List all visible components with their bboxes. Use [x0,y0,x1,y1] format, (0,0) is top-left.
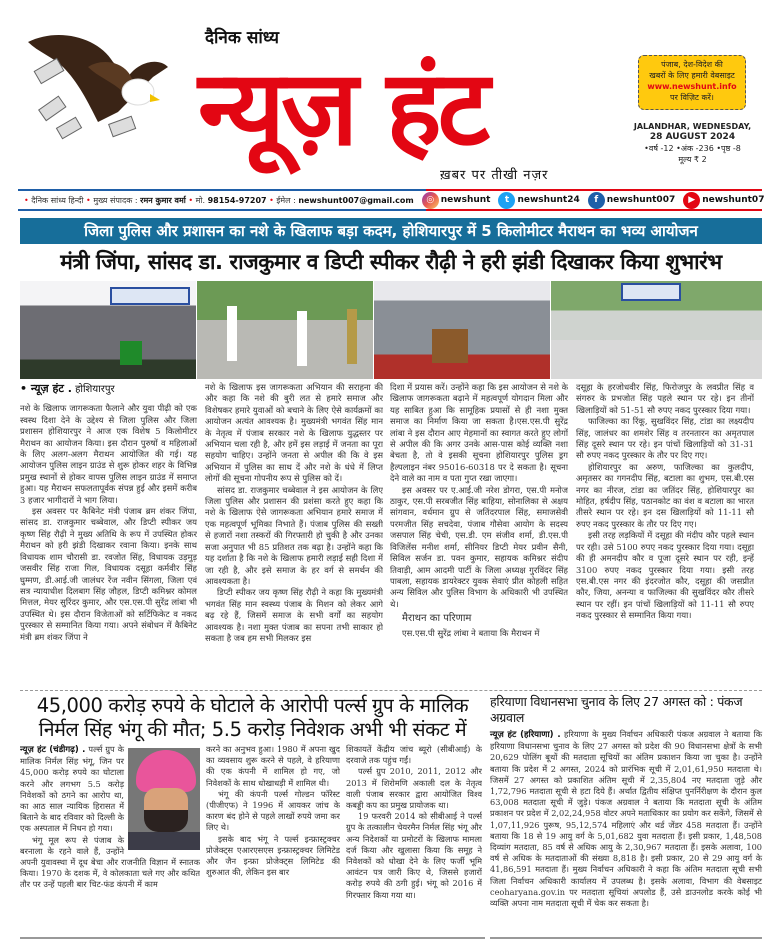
newspaper-title: न्यूज़ हंट [198,47,487,169]
pearls-column-1 [20,744,200,934]
byline-place: होशियारपुर [75,384,115,395]
pearls-headline [20,694,485,742]
instagram-handle: newshunt [440,195,491,205]
paragraph: पर्ल्स ग्रुप 2010, 2011, 2012 और 2013 में शिरोमणि अकाली दल के नेतृत्व वाली पंजाब सरकार द्वारा आयोजित विश्व कबड्डी कप का प्रमुख प्रायोजक था। [346,766,482,811]
paragraph: डिप्टी स्पीकर जय कृष्ण सिंह रौढ़ी ने कहा कि मुख्यमंत्री भगवंत सिंह मान स्वस्थ्य पंजाब के मिशन को लेकर आगे बढ़ रहे हैं, जिसमें समाज के सभी वर्गों का सहयोग आवश्यक है। नशा मुक्त पंजाब का सपना तभी साकार हो सकता है जब हम सभी मिलकर इस [205,587,383,643]
facebook-link[interactable] [588,192,676,209]
promo-line: खबरों के लिए हमारी वेबसाइट [649,71,735,80]
editor-label: मुख्य संपादक : [93,195,138,205]
paragraph: 19 फरवरी 2014 को सीबीआई ने पर्ल्स ग्रुप के तत्कालीन चेयरमैन निर्मल सिंह भंगू और अन्य निदेशकों या प्रमोटरों के खिलाफ मामला दर्ज किया और खुलासा किया कि समूह ने निवेशकों को धोखा देने के लिए फर्जी भूमि आवंटन पत्र जारी किए थे, जिससे हजारों करोड़ रुपये की ठगी हुई। भंगू को 2016 में गिरफ्तार किया गया था। [346,811,482,900]
eagle-logo [18,22,178,142]
paragraph: नशे के खिलाफ जागरूकता फैलाने और युवा पीढ़ी को एक स्वस्थ दिशा देने के उद्देश्य से जिला पुलिस और जिला प्रशासन होशियारपुर ने आज एक विशेष 5 किलोमीटर मैराथन का आयोजन किया। इस दौरान पुरुषों व महिलाओं के लिए अलग-अलग मैराथन आयोजित की गई। यह आयोजन पुलिस लाइन ग्राउंड से शुरू होकर शहर के विभिन्न प्रमुख स्थानों से होकर वापस पुलिस लाइन ग्राउंड में समाप्त हुआ। यह मैराथन सफलतापूर्वक संपन्न हुई और इसमें करीब 3 हजार भागीदारों ने भाग लिया। [20,403,197,505]
paragraph: दिशा में प्रयास करें। उन्होंने कहा कि इस आयोजन से नशे के खिलाफ जागरूकता बढ़ाने में महत्वपूर्ण योगदान मिला और यह साबित हुआ कि सामूहिक प्रयासों से ही नशा मुक्त समाज का निर्माण किया जा सकता है।एस.एस.पी सुरेंद्र लांबा ने इस दौरान आए मेहमानों का स्वागत करते हुए लोगों से अपील की कि अगर उनके आस-पास कोई व्यक्ति नशा बेचता है, तो वे इसकी सूचना होशियारपुर पुलिस ड्रग हैल्पलाइन नंबर 95016-60318 पर दे सकता है। सूचना देने वाले का नाम व पता गुप्त रखा जाएगा। [390,382,568,484]
paragraph: एस.एस.पी सुरेंद्र लांबा ने बताया कि मैराथन में [402,627,540,638]
place-day: JALANDHAR, WEDNESDAY, [633,122,752,131]
paragraph: इसी तरह लड़कियों में दसूहा की मंदीप कौर पहले स्थान पर रही। उसे 5100 रुपए नकद पुरस्कार दिया गया। दसूहा की ही अमनदीप कौर व पूजा दूसरे स्थान पर रही, इन्हें 3100 रुपए नकद पुरस्कार दिया गया। इसी तरह एस.बी.एस नगर की इंदरजोत कौर, दसूहा की जसप्रीत कौर, जिया, अनन्या व फाजिल्का की सुखविंदर कौर तीसरे स्थान पर रहीं। इन पांचों खिलाड़ियों को 11-11 सौ रुपए नकद पुरस्कार से सम्मानित किया गया। [576,530,754,621]
email[interactable]: newshunt007@gmail.com [298,195,414,205]
promo-line: पंजाब, देश-विदेश की [661,60,723,69]
facebook-handle: newshunt007 [606,195,676,205]
paragraph: भंगू मूल रूप से पंजाब के बरनाला के रहने वाले हैं, उन्होंने अपनी युवावस्था में दूध बेचा और राजनीति विज्ञान में स्नातक किया। 1970 के दशक में, वे कोलकाता चले गए और कथित तौर पर उन्हें पहली बार चिट-फंड कंपनी में काम [20,834,200,890]
website-promo-box [638,55,746,110]
tagline: ख़बर पर तीखी नज़र [440,168,549,183]
paragraph: भंगू की कंपनी पर्ल्स गोल्डन फॉरेस्ट (पीजीएफ) ने 1996 में आयकर जांच के कारण बंद होने से पहले लाखों रुपये जमा कर लिए थे। [206,788,340,833]
lead-headline: मंत्री जिंपा, सांसद डा. राजकुमार व डिप्टी स्पीकर रौढ़ी ने हरी झंडी दिखाकर किया शुभारंभ [60,250,722,274]
twitter-handle: newshunt24 [517,195,580,205]
lead-column-3 [390,382,568,688]
byline [20,383,197,395]
haryana-column [490,729,762,909]
date: 28 AUGUST 2024 [649,132,736,142]
paragraph: इस अवसर पर कैबिनेट मंत्री पंजाब ब्रम शंकर जिंपा, सांसद डा. राजकुमार चब्बेवाल, और डिप्टी स्पीकर जय कृष्ण सिंह रौढ़ी ने मुख्य अतिथि के रूप में उपस्थित होकर मैराथन को हरी झंडी दिखाकर रवाना किया। इनके साथ विधायक शाम चौरासी डा. रवजोत सिंह, विधायक उड़मुड़ जसवीर सिंह राजा गिल, विधायक दसूहा कर्मवीर सिंह घुम्मण, डी.आई.जी जालंधर रेंज नवीन सिंगला, जिला एवं सत्र न्यायाधीश दिलबाग सिंह जौहल, डिप्टी कमिश्नर कोमल मित्तल, मेयर सुरिंदर कुमार, और एस.एस.पी सुरेंद्र लांबा भी उपस्थित थे। इस दौरान विजेताओं को सर्टिफिकेट व नकद पुरस्कार से सम्मानित किया गया। अपने संबोधन में कैबिनेट मंत्री ब्रम शंकर जिंपा ने [20,506,197,642]
issue-info: •वर्ष -12 •अंक -236 •पृष्ठ -8 [644,144,741,153]
instagram-link[interactable] [422,192,491,209]
byline: न्यूज़ हंट (चंडीगढ़) . [20,745,86,755]
headline-line: 45,000 करोड़ रुपये के घोटाले के आरोपी पर्ल्स ग्रुप के मालिक [36,694,469,717]
photo-crowd [551,281,762,379]
phone: 98154-97207 [207,195,267,205]
facebook-icon: f [588,192,605,209]
haryana-story [490,694,762,909]
youtube-icon: ▶ [683,192,700,209]
paragraph: नशे के खिलाफ इस जागरूकता अभियान की सराहना की और कहा कि नशे की बुरी लत से हमारे समाज और विशेषकर हमारे युवाओं को बचाने के लिए ऐसे कार्यक्रमों का आयोजन अत्यंत आवश्यक है। मुख्यमंत्री भगवंत सिंह मान के नेतृत्व में पंजाब सरकार नशे के खिलाफ युद्धस्तर पर अभियान चला रही है, और हमें इस लड़ाई में जनता का पूरा सहयोग चाहिए। उन्होंने जनता से अपील की कि वे इस अभियान में पुलिस का साथ दें और नशे के धंधे में लिप्त लोगों की सूचना गोपनीय रूप से पुलिस को दें। [205,382,383,484]
email-label: ईमेल : [276,195,296,205]
paragraph: दसूहा के हरजोधवीर सिंह, फिरोजपुर के लवप्रीत सिंह व संगरुर के प्रभजोत सिंह पहले स्थान पर रहे। इन तीनों खिलाड़ियों को 51-51 सौ रुपए नकद पुरस्कार दिया गया। [576,382,754,415]
photo-flag-off [20,281,196,379]
lead-column-2 [205,382,383,688]
paragraph-text: हरियाणा के मुख्य निर्वाचन अधिकारी पंकज अग्रवाल ने बताया कि हरियाणा विधानसभा चुनाव के लिए 27 अगस्त को प्रदेश की 90 विधानसभा क्षेत्रों के सभी 20,629 पोलिंग बूथों की मतदाता सूचियों का अंतिम प्रकाशन किया जा चुका है। उन्होंने बताया कि प्रदेश में 2 अगस्त, 2024 को प्रारंभिक सूची में 2,01,61,950 मतदाता थे। जिसमें 27 अगस्त को प्रकाशित अंतिम सूची में 2,35,804 नए मतदाता जुड़े और 1,72,796 मतदाता सूची से हटा दिये हैं। अर्थात द्वितीय संक्षिप्त पुनर्निरीक्षण के दौरान कुल 63,008 मतदाता सूची में जुड़े। पंकज अग्रवाल ने बताया कि मतदाता सूची के अंतिम प्रकाशन पर प्रदेश में 2,02,24,958 वोटर अपने मताधिकार का प्रयोग कर सकेंगे, जिसमें से 1,07,11,926 पुरूष, 95,12,574 महिलाएं और थर्ड जेंडर 458 मतदाता हैं। उन्होंने बताया कि 18 से 19 आयु वर्ग के 5,01,682 युवा मतदाता हैं। इसी प्रकार, 1,48,508 दिव्यांग मतदाता, 85 वर्ष से अधिक आयु के 2,30,967 मतदाता हैं। इसके अलावा, 100 वर्ष से अधिक के मतदाताओं की संख्या 8,818 है। इसी प्रकार, 20 से 29 आयु वर्ग के 41,86,591 मतदाता हैं। मुख्य निर्वाचन अधिकारी ने कहा कि अंतिम मतदाता सूची सभी जिला निर्वाचन अधिकारी कार्यालय में उपलब्ध है। इसके अलावा, विभाग की वेबसाइट ceoharyana.gov.in पर मतदाता सूचियां अपलोड हैं, उसे डाउनलोड करके कोई भी व्यक्ति अपना नाम मतदाता सूची में चेक कर सकता है। [490,729,763,909]
youtube-link[interactable] [683,192,764,209]
paragraph-text: पर्ल्स ग्रुप के मालिक निर्मल सिंह भंगू, जिन पर 45,000 करोड़ रुपये का घोटाला करने और लगभग 5.5 करोड़ निवेशकों को ठगने का आरोप था, का आठ साल न्यायिक हिरासत में बिताने के बाद रविवार को दिल्ली के एक अस्पताल में निधन हो गया। [20,744,124,834]
paragraph: करने का अनुभव हुआ। 1980 में अपना खुद का व्यवसाय शुरू करने से पहले, वे हरियाणा की एक कंपनी में शामिल हो गए, जो निवेशकों के साथ धोखाधड़ी में शामिल थी। [206,744,340,788]
story-bottom-rule [490,937,762,939]
paragraph [490,729,762,909]
paragraph: इस अवसर पर ए.आई.जी नरेश डोगरा, एस.पी मनोज ठाकुर, एस.पी सरबजीत सिंह बाहिया, सोनालिका से अक्षय सांगवान, वर्धमान ग्रुप से जतिंदरपाल सिंह, समाजसेवी परमजीत सिंह सचदेवा, पंजाब गौसेवा आयोग के सदस्य जसपाल सिंह चेची, एस.डी. एम संजीव शर्मा, डी.एस.पी विजिलेंस मनीश शर्मा, सीनियर डिप्टी मेयर प्रवीन सैनी, सिविल सर्जन डा. पवन कुमार, सहायक कमिश्नर संदीप तिवाड़ी, आम आदमी पार्टी के जिला अध्यक्ष गुरविंदर सिंह पाबला, सहायक डायरेक्टर युवक सेवाएं प्रीत कोहली सहित अन्य सिविल और पुलिस विभाग के अधिकारी भी उपस्थित थे। [390,484,568,609]
paragraph: होशियारपुर का अरुण, फाजिल्का का कुलदीप, अमृतसर का गगनदीप सिंह, बटाला का शुभम, एस.बी.एस नगर का नीरज, टांडा का जतिंदर सिंह, होशियारपुर का मोहित, हर्षदीप सिंह, पठानकोट का वंश व बटाला का भारत तीसरे स्थान पर रहे। इन दस खिलाड़ियों को 11-11 सौ रुपए नकद पुरस्कार के तौर पर दिए गए। [576,461,754,529]
paper-type: दैनिक सांध्य हिन्दी [31,195,84,205]
lead-kicker-banner: जिला पुलिस और प्रशासन का नशे के खिलाफ बड़ा कदम, होशियारपुर में 5 किलोमीटर मैराथन का भव्य आयोजन [20,218,762,244]
info-bar [18,189,765,211]
pearls-column-3 [346,744,482,934]
promo-line: पर विज़िट करें। [670,93,714,102]
lead-column-4 [576,382,754,688]
paragraph: शिकायतें केंद्रीय जांच ब्यूरो (सीबीआई) के दरवाजे तक पहुंच गईं। [346,744,482,766]
paragraph: फाजिल्का का रिंकू, सुखविंदर सिंह, टांडा का लक्ष्यदीप सिंह, जालंधर का शमशेर सिंह व तरनतारन का अमृतपाल सिंह दूसरे स्थान पर रहे। इन पांचों खिलाड़ियों को 31-31 सौ रुपए नकद पुरस्कार के तौर पर दिए गए। [576,416,754,461]
paragraph: सांसद डा. राजकुमार चब्बेवाल ने इस आयोजन के लिए जिला पुलिस और प्रशासन की प्रशंसा करते हुए कहा कि नशे के खिलाफ ऐसे जागरूकता अभियान हमारे समाज में एक महत्वपूर्ण भूमिका निभाते हैं। पंजाब पुलिस की सख्ती से हजारों नशा तस्करों की गिरफ्तारी हो चुकी है और उनका सजा अनुपात भी 85 प्रतिशत तक बढ़ा है। उन्होंने कहा कि यह दर्शाता है कि नशे के खिलाफ हमारी लड़ाई सही दिशा में जा रही है, और इसे समाज के हर वर्ग से समर्थन की आवश्यकता है। [205,484,383,586]
story-bottom-rule [20,937,485,939]
portrait-photo [128,748,200,850]
photo-runners [197,281,373,379]
byline: न्यूज़ हंट (हरियाणा) . [490,730,561,740]
price: मूल्य ₹ 2 [678,155,707,164]
subheading: मैराथन का परिणाम [402,613,472,625]
paragraph: इसके बाद भंगू ने पर्ल्स इन्फ्रास्ट्रक्चर प्रोजेक्ट्स एआरएसएस इन्फ्रास्ट्रक्चर लिमिटेड और जैन इन्फ्रा प्रोजेक्ट्स लिमिटेड की शुरुआत की, लेकिन इस बार [206,833,340,878]
byline-brand: • न्यूज़ हंट . [20,383,72,395]
instagram-icon: ◎ [422,192,439,209]
twitter-icon: t [498,192,515,209]
pearls-column-2 [206,744,340,934]
haryana-headline: हरियाणा विधानसभा चुनाव के लिए 27 अगस्त को : पंकज अग्रवाल [490,694,743,725]
phone-label: मो. [195,195,206,205]
website-link[interactable]: www.newshunt.info [647,82,737,91]
photo-speech-podium [374,281,550,379]
lead-column-1 [20,383,197,688]
twitter-link[interactable] [498,192,579,209]
headline-line: निर्मल सिंह भंगू की मौत; 5.5 करोड़ निवेशक अभी भी संकट में [38,718,467,741]
section-divider [20,690,762,691]
pre-title: दैनिक सांध्य [205,28,279,48]
editor-name: रमन कुमार वर्मा [140,195,186,205]
publication-meta: • दैनिक सांध्य हिन्दी • मुख्य संपादक : रमन कुमार वर्मा • मो. 98154-97207 • ईमेल : newshunt007@gmail.com [24,195,414,205]
youtube-handle: newshunt07 [702,195,765,205]
dateline [630,121,755,165]
